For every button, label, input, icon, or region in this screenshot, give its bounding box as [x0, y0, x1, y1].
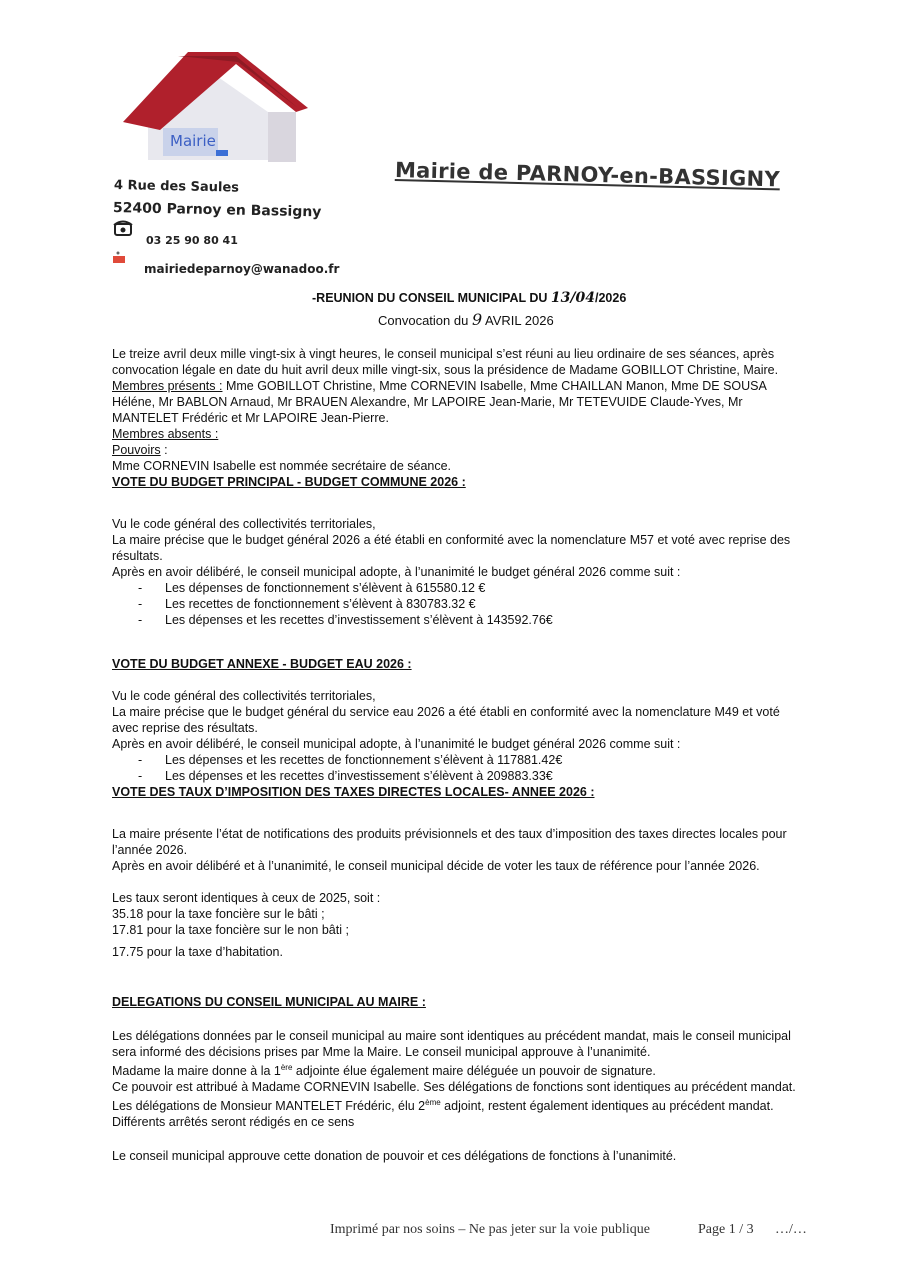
members-absent-label: Membres absents :	[112, 427, 219, 441]
delegations-p2	[112, 1060, 802, 1079]
list-item: - Les dépenses et les recettes d’investissement s’élèvent à 143592.76€	[112, 612, 802, 628]
budget-principal-heading: VOTE DU BUDGET PRINCIPAL - BUDGET COMMUNE 2026 :	[112, 475, 466, 489]
delegations-p6: Le conseil municipal approuve cette donation de pouvoir et ces délégations de fonctions à l’unanimité.	[112, 1149, 677, 1164]
budget-eau-section	[112, 656, 802, 800]
budget-eau-list	[112, 752, 802, 784]
intro-paragraph: Le treize avril deux mille vingt-six à vingt heures, le conseil municipal s’est réuni au lieu ordinaire de ses séances, après convocation légale en date du huit avril deux mille vingt-six, sous la présidence de Madame GOBILLOT Christine, Maire.	[112, 347, 779, 377]
budget-principal-p3: Après en avoir délibéré, le conseil municipal adopte, à l’unanimité le budget général 2026 comme suit :	[112, 565, 681, 579]
meeting-title-prefix: -REUNION DU CONSEIL MUNICIPAL DU	[312, 291, 551, 305]
delegations-section	[112, 994, 802, 1164]
delegations-p4-a: Les délégations de Monsieur MANTELET Frédéric, élu 2	[112, 1099, 426, 1114]
phone-icon	[113, 220, 133, 236]
budget-eau-p3: Après en avoir délibéré, le conseil municipal adopte, à l’unanimité le budget général 2026 comme suit :	[112, 737, 681, 751]
mairie-logo	[118, 50, 308, 165]
delegations-p3: Ce pouvoir est attribué à Madame CORNEVIN Isabelle. Ses délégations de fonctions sont identiques au précédent mandat.	[112, 1080, 796, 1095]
taux-rate-1: 35.18 pour la taxe foncière sur le bâti ;	[112, 907, 325, 921]
members-present	[112, 378, 802, 426]
meeting-title-suffix: /2026	[594, 291, 627, 305]
logo-text: Mairie	[170, 132, 216, 150]
convocation-prefix: Convocation du	[378, 313, 472, 328]
taux-rate-2: 17.81 pour la taxe foncière sur le non bâti ;	[112, 923, 349, 937]
pouvoirs	[112, 442, 802, 458]
taux-p2: Après en avoir délibéré et à l’unanimité, le conseil municipal décide de voter les taux de référence pour l’année 2026.	[112, 859, 760, 873]
meeting-date-handwritten: 13/04	[550, 290, 595, 306]
budget-eau-p1: Vu le code général des collectivités territoriales,	[112, 689, 376, 703]
taux-section	[112, 826, 802, 960]
list-item: - Les dépenses et les recettes d’investissement s’élèvent à 209883.33€	[112, 768, 802, 784]
delegations-p2-b: adjointe élue également maire déléguée un pouvoir de signature.	[292, 1064, 656, 1079]
phone-number: 03 25 90 80 41	[146, 234, 238, 247]
convocation-suffix: AVRIL 2026	[482, 313, 554, 328]
mail-icon	[112, 250, 128, 264]
members-present-label: Membres présents :	[112, 379, 223, 393]
meeting-title	[312, 290, 632, 306]
address-line-1: 4 Rue des Saules	[113, 178, 240, 196]
taux-p3: Les taux seront identiques à ceux de 2025, soit :	[112, 891, 381, 905]
budget-principal-list	[112, 580, 802, 628]
delegations-p2-sup: ère	[280, 1063, 293, 1072]
convocation-day-handwritten: 9	[471, 310, 483, 329]
continued-mark: …/…	[775, 1222, 807, 1237]
budget-principal-p2: La maire précise que le budget général 2026 a été établi en conformité avec la nomenclature M57 et voté avec reprise des résultats.	[112, 533, 791, 563]
delegations-p5: Différents arrêtés seront rédigés en ce sens	[112, 1115, 355, 1130]
delegations-heading: DELEGATIONS DU CONSEIL MUNICIPAL AU MAIRE :	[112, 995, 426, 1009]
budget-principal-section	[112, 516, 802, 628]
budget-principal-p1: Vu le code général des collectivités territoriales,	[112, 517, 376, 531]
pouvoirs-suffix: :	[160, 443, 168, 457]
taux-heading: VOTE DES TAUX D’IMPOSITION DES TAXES DIRECTES LOCALES- ANNEE 2026 :	[112, 785, 595, 799]
secretary-line: Mme CORNEVIN Isabelle est nommée secrétaire de séance.	[112, 459, 452, 473]
convocation-line	[378, 310, 554, 329]
members-present-list: Mme GOBILLOT Christine, Mme CORNEVIN Isabelle, Mme CHAILLAN Manon, Mme DE SOUSA Héléne, Mr BABLON Arnaud, Mr BRAUEN Alexandre, Mr LAPOIRE Jean-Marie, Mr TETEVUIDE Claude-Yves, Mr MANTELET Frédéric et Mr LAPOIRE Jean-Pierre.	[112, 379, 767, 425]
email-address: mairiedeparnoy@wanadoo.fr	[144, 262, 340, 276]
list-item: - Les dépenses de fonctionnement s’élèvent à 615580.12 €	[112, 580, 802, 596]
budget-eau-heading: VOTE DU BUDGET ANNEXE - BUDGET EAU 2026 :	[112, 657, 412, 671]
taux-rate-3: 17.75 pour la taxe d’habitation.	[112, 945, 283, 959]
list-item: - Les recettes de fonctionnement s’élèvent à 830783.32 €	[112, 596, 802, 612]
budget-eau-p2: La maire précise que le budget général du service eau 2026 a été établi en conformité avec la nomenclature M49 et voté avec reprise des résultats.	[112, 705, 780, 735]
delegations-p4-b: adjoint, restent également identiques au précédent mandat.	[440, 1099, 774, 1114]
delegations-p1: Les délégations données par le conseil municipal au maire sont identiques au précédent mandat, mais le conseil municipal sera informé des décisions prises par Mme la Maire. Le conseil municipal approuve à l’unanimité.	[112, 1029, 791, 1059]
delegations-p4	[112, 1095, 802, 1114]
pouvoirs-label: Pouvoirs	[112, 443, 161, 457]
delegations-p4-sup: ème	[425, 1098, 441, 1108]
page-number: Page 1 / 3	[698, 1222, 754, 1237]
taux-p1: La maire présente l’état de notifications des produits prévisionnels et des taux d’imposition des taxes directes locales pour l’année 2026.	[112, 827, 787, 857]
list-item: - Les dépenses et les recettes de fonctionnement s’élèvent à 117881.42€	[112, 752, 802, 768]
document-title: Mairie de PARNOY-en-BASSIGNY	[394, 158, 781, 192]
delegations-p2-a: Madame la maire donne à la 1	[112, 1064, 281, 1079]
intro-section	[112, 346, 802, 490]
address-line-2: 52400 Parnoy en Bassigny	[112, 200, 322, 221]
footer-note: Imprimé par nos soins – Ne pas jeter sur la voie publique	[330, 1222, 650, 1237]
